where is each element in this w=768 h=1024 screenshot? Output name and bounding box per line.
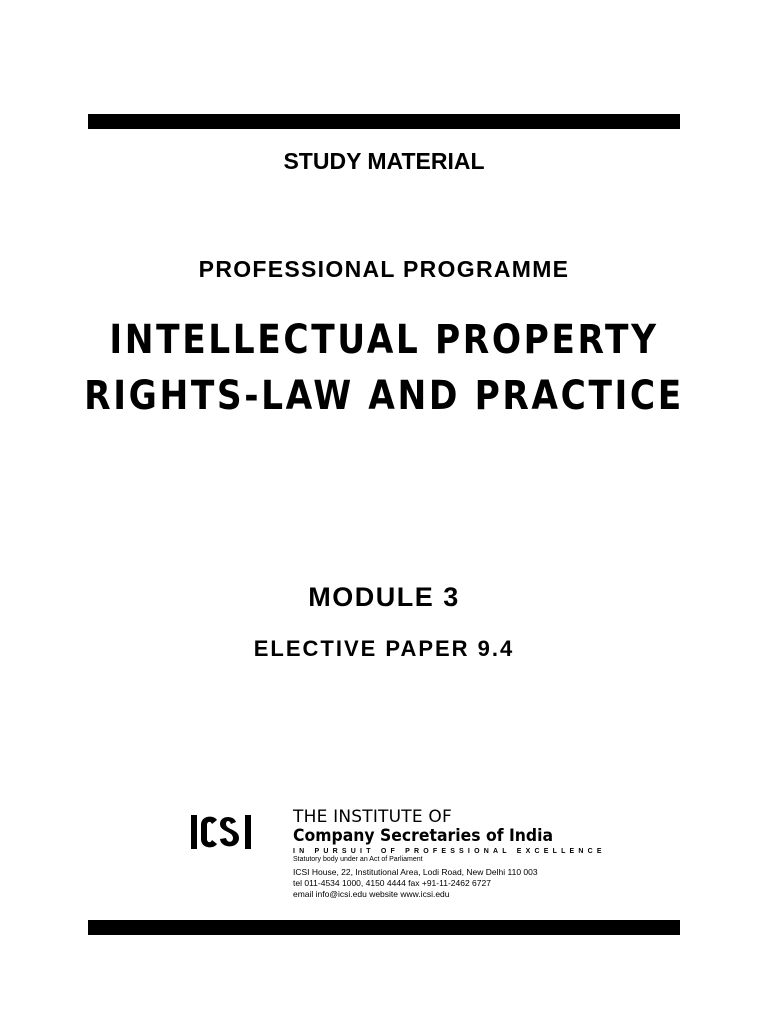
module-label: MODULE 3 [308, 582, 460, 612]
top-rule [88, 114, 680, 129]
institute-block [190, 807, 606, 908]
icsi-logo-icon [190, 812, 260, 852]
programme-heading: PROFESSIONAL PROGRAMME [198, 256, 570, 282]
institute-statutory-note: Statutory body under an Act of Parliament [293, 856, 423, 863]
institute-phone: tel 011-4534 1000, 4150 4444 fax +91-11-2462 6727 [293, 878, 491, 888]
institute-name-line-1: THE INSTITUTE OF [293, 807, 452, 827]
elective-paper-label: ELECTIVE PAPER 9.4 [253, 636, 515, 661]
institute-name-line-2: Company Secretaries of India [293, 826, 554, 846]
bottom-rule [88, 920, 680, 935]
institute-text [293, 807, 606, 900]
study-material-heading: STUDY MATERIAL [283, 148, 485, 174]
institute-contact: email info@icsi.edu website www.icsi.edu [293, 889, 450, 899]
title-line-1: INTELLECTUAL PROPERTY [109, 317, 659, 363]
institute-address: ICSI House, 22, Institutional Area, Lodi Road, New Delhi 110 003 [293, 867, 538, 877]
title-line-2: RIGHTS-LAW AND PRACTICE [84, 373, 684, 419]
institute-tagline: IN PURSUIT OF PROFESSIONAL EXCELLENCE [293, 848, 606, 855]
